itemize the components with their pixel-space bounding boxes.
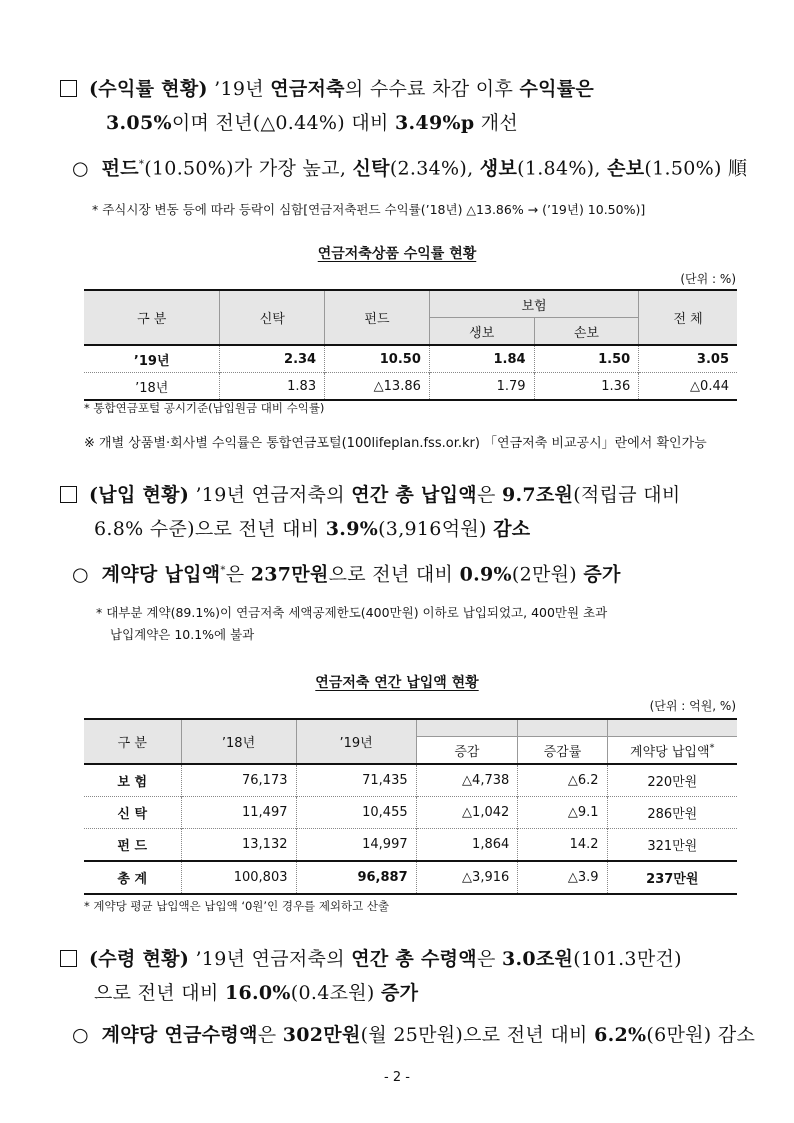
cell-change: 1,864 xyxy=(416,829,518,862)
note-payment-limit xyxy=(96,602,756,646)
cell-trust: 2.34 xyxy=(220,345,325,373)
table2-unit: (단위 : 억원, %) xyxy=(649,699,736,713)
text-bold: 16.0% xyxy=(224,982,291,1004)
cell-life: 1.79 xyxy=(429,373,534,401)
section-receipts-line1 xyxy=(60,942,750,976)
text: (10.50%)가 가장 높고, xyxy=(144,157,353,180)
bullet-circle-icon: ○ xyxy=(72,1024,89,1046)
cell-nonlife: 1.36 xyxy=(534,373,639,401)
text: (101.3만건) xyxy=(573,948,682,970)
note-stock-market: * 주식시장 변동 등에 따라 등락이 심함[연금저축펀드 수익률(’18년) △13.86% → (’19년) 10.50%)] xyxy=(92,202,646,217)
cell-per-contract: 237만원 xyxy=(607,861,737,894)
section-payments xyxy=(60,478,750,546)
text-bold: 0.9% xyxy=(459,563,512,586)
col-header-category: 구 분 xyxy=(84,290,220,345)
bullet-payments xyxy=(72,554,762,591)
cell-rate: △3.9 xyxy=(518,861,607,894)
payments-table xyxy=(84,718,737,895)
cell-2019: 96,887 xyxy=(296,861,416,894)
text: 개선 xyxy=(474,112,519,134)
table1-title: 연금저축상품 수익률 현황 xyxy=(317,246,477,262)
header-spacer xyxy=(416,719,518,737)
page-number: - 2 - xyxy=(384,1070,410,1085)
cell-2019: 71,435 xyxy=(296,764,416,797)
table-row xyxy=(84,345,737,373)
text-bold: 연금저축 xyxy=(270,78,345,100)
section-heading: (수령 현황) xyxy=(89,948,190,970)
text: 은 xyxy=(476,948,502,970)
text-bold: 계약당 납입액 xyxy=(101,563,221,586)
col-header-total: 전 체 xyxy=(639,290,737,345)
text-bold: 연간 총 납입액 xyxy=(351,484,477,506)
cell-nonlife: 1.50 xyxy=(534,345,639,373)
header-spacer xyxy=(518,719,607,737)
text-bold: 계약당 연금수령액 xyxy=(101,1024,258,1046)
cell-total: 3.05 xyxy=(639,345,737,373)
cell-2018: 76,173 xyxy=(181,764,296,797)
text: 은 xyxy=(225,563,251,586)
bullet-circle-icon: ○ xyxy=(72,157,89,180)
text: 으로 전년 대비 xyxy=(328,563,460,586)
text: (2.34%), xyxy=(389,157,480,180)
text: 은 xyxy=(257,1024,283,1046)
cell-2018: 100,803 xyxy=(181,861,296,894)
returns-table xyxy=(84,289,737,401)
text-bold: 감소 xyxy=(493,518,531,540)
text-bold: 펀드 xyxy=(101,157,139,180)
text: 의 수수료 차감 이후 xyxy=(344,78,520,100)
cell-rate: 14.2 xyxy=(518,829,607,862)
table1-note: * 통합연금포털 공시기준(납입원금 대비 수익률) xyxy=(84,401,325,415)
header-spacer xyxy=(607,719,737,737)
col-header-nonlife: 손보 xyxy=(534,318,639,346)
cell-per-contract: 321만원 xyxy=(607,829,737,862)
text-bold: 6.2% xyxy=(594,1024,647,1046)
text-bold: 3.49%p xyxy=(394,112,475,134)
bullet-returns xyxy=(72,148,752,185)
col-header-rate xyxy=(518,737,607,765)
cell-fund: △13.86 xyxy=(325,373,430,401)
section-returns xyxy=(60,72,750,140)
text-bold: 수익률은 xyxy=(519,78,595,100)
table-row xyxy=(84,373,737,401)
col-header-2018: ’18년 xyxy=(181,719,296,764)
text: 6.8% 수준)으로 전년 대비 xyxy=(94,518,326,540)
cell-per-contract: 286만원 xyxy=(607,797,737,829)
row-label: ’19년 xyxy=(84,345,220,373)
cell-rate: △6.2 xyxy=(518,764,607,797)
text-bold: 3.9% xyxy=(325,518,379,540)
note-line: 납입계약은 10.1%에 불과 xyxy=(110,627,255,642)
table-row xyxy=(84,797,737,829)
text-bold: 생보 xyxy=(479,157,518,180)
row-label: 펀 드 xyxy=(84,829,181,862)
checkbox-square-icon xyxy=(60,80,77,97)
text: 으로 전년 대비 xyxy=(94,982,225,1004)
text: (1.84%), xyxy=(517,157,608,180)
bullet-circle-icon: ○ xyxy=(72,563,89,586)
text-bold: 3.0조원 xyxy=(501,948,574,970)
col-header-per-contract xyxy=(607,737,737,765)
text-bold: 9.7조원 xyxy=(501,484,574,506)
section-heading: (납입 현황) xyxy=(89,484,190,506)
col-header-category: 구 분 xyxy=(84,719,181,764)
text: (적립금 대비 xyxy=(573,484,681,506)
section-returns-line2 xyxy=(60,106,750,140)
text-bold: 237만원 xyxy=(250,563,329,586)
cell-2019: 14,997 xyxy=(296,829,416,862)
text-bold: 3.05% xyxy=(106,112,172,134)
text: (0.4조원) xyxy=(290,982,381,1004)
text-bold: 증가 xyxy=(381,982,419,1004)
rate-label: 증감률 xyxy=(543,744,582,760)
section-receipts xyxy=(60,942,750,1010)
text: (월 25만원)으로 전년 대비 xyxy=(360,1024,595,1046)
table-row xyxy=(84,829,737,862)
cell-trust: 1.83 xyxy=(220,373,325,401)
section-heading: (수익률 현황) xyxy=(89,78,208,100)
text: 이며 전년(△0.44%) 대비 xyxy=(171,112,395,134)
cell-change: △4,738 xyxy=(416,764,518,797)
cell-per-contract: 220만원 xyxy=(607,764,737,797)
cell-2018: 11,497 xyxy=(181,797,296,829)
footnote-mark: * xyxy=(138,159,145,170)
col-header-change: 증감 xyxy=(416,737,518,765)
table1-unit: (단위 : %) xyxy=(680,272,736,286)
section-payments-line2 xyxy=(60,512,750,546)
text: ’19년 연금저축의 xyxy=(189,484,352,506)
cell-2019: 10,455 xyxy=(296,797,416,829)
col-header-fund: 펀드 xyxy=(325,290,430,345)
checkbox-square-icon xyxy=(60,486,77,503)
col-header-trust: 신탁 xyxy=(220,290,325,345)
cell-change: △1,042 xyxy=(416,797,518,829)
col-header-insurance: 보험 xyxy=(429,290,638,318)
cell-rate: △9.1 xyxy=(518,797,607,829)
text: 은 xyxy=(476,484,502,506)
text-bold: 손보 xyxy=(607,157,645,180)
section-receipts-line2 xyxy=(60,976,750,1010)
section-returns-line1 xyxy=(60,72,750,106)
col-header-2019: ’19년 xyxy=(296,719,416,764)
row-label: 보 험 xyxy=(84,764,181,797)
text: (2만원) xyxy=(511,563,584,586)
table2-note: * 계약당 평균 납입액은 납입액 ‘0원’인 경우를 제외하고 산출 xyxy=(84,899,390,913)
per-contract-label: 계약당 납입액 xyxy=(630,744,710,760)
table2-title: 연금저축 연간 납입액 현황 xyxy=(315,675,479,691)
text-bold: 신탁 xyxy=(352,157,390,180)
text: ’19년 연금저축의 xyxy=(189,948,352,970)
text-bold: 연간 총 수령액 xyxy=(351,948,477,970)
text: (6만원) 감소 xyxy=(646,1024,756,1046)
footnote-mark: * xyxy=(709,742,715,754)
row-label: ’18년 xyxy=(84,373,220,401)
note-portal: ※ 개별 상품별·회사별 수익률은 통합연금포털(100lifeplan.fss.or.kr) 「연금저축 비교공시」란에서 확인가능 xyxy=(84,436,707,451)
cell-2018: 13,132 xyxy=(181,829,296,862)
text: (3,916억원) xyxy=(378,518,494,540)
note-line: * 대부분 계약(89.1%)이 연금저축 세액공제한도(400만원) 이하로 납입되었고, 400만원 초과 xyxy=(96,605,608,620)
text: (1.50%) 順 xyxy=(644,157,748,180)
table-row xyxy=(84,764,737,797)
text-bold: 증가 xyxy=(583,563,621,586)
bullet-receipts xyxy=(72,1018,762,1052)
text-bold: 302만원 xyxy=(282,1024,361,1046)
cell-change: △3,916 xyxy=(416,861,518,894)
row-label: 총 계 xyxy=(84,861,181,894)
section-payments-line1 xyxy=(60,478,750,512)
checkbox-square-icon xyxy=(60,950,77,967)
footnote-mark: * xyxy=(220,565,226,576)
row-label: 신 탁 xyxy=(84,797,181,829)
text: ’19년 xyxy=(207,78,271,100)
cell-fund: 10.50 xyxy=(325,345,430,373)
col-header-life: 생보 xyxy=(429,318,534,346)
table-row-total xyxy=(84,861,737,894)
cell-total: △0.44 xyxy=(639,373,737,401)
cell-life: 1.84 xyxy=(429,345,534,373)
